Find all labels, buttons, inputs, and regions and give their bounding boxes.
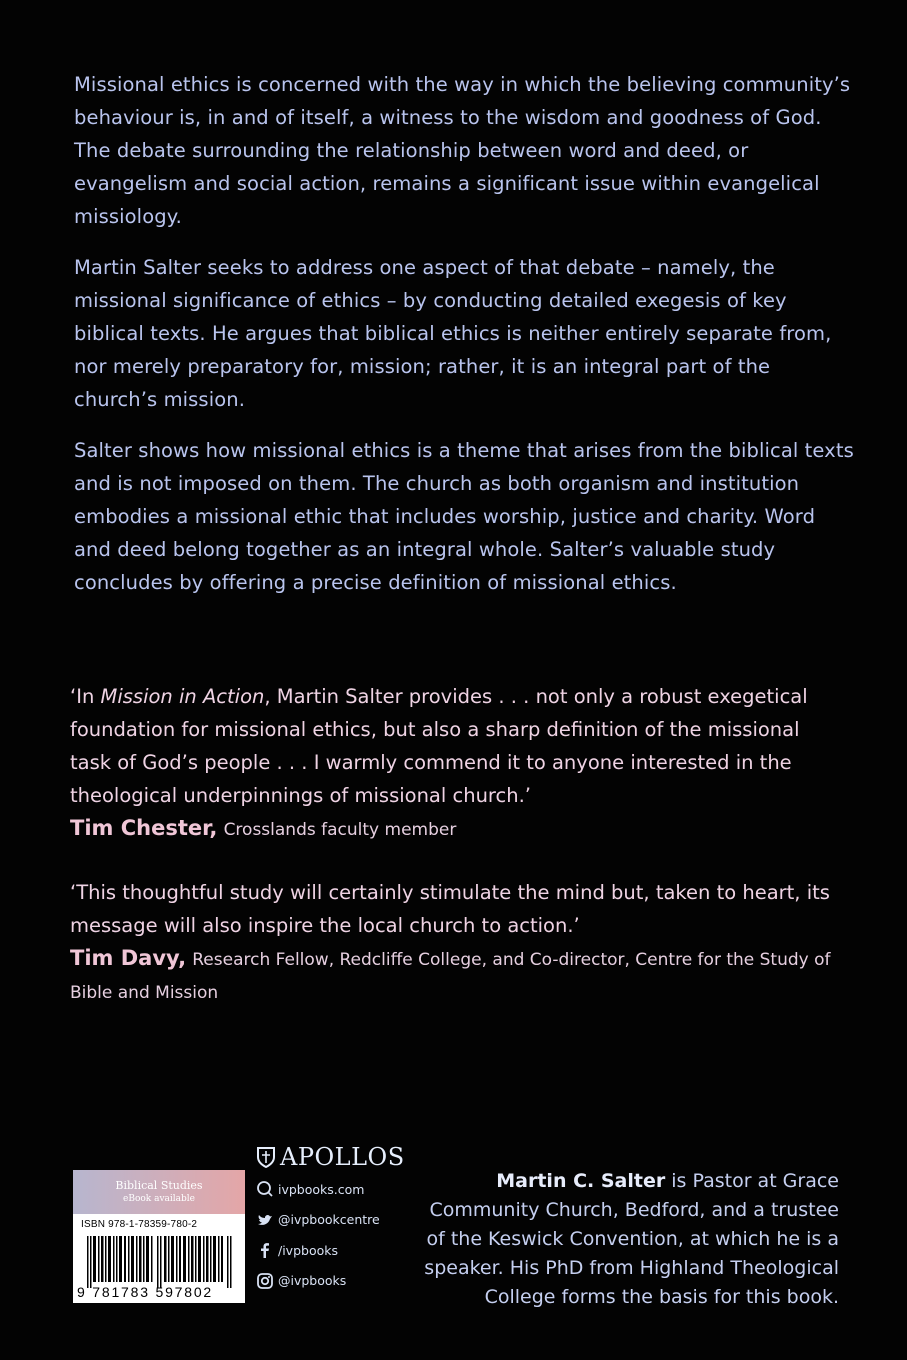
instagram-row[interactable]: [256, 1266, 406, 1297]
instagram-handle[interactable]: @ivpbooks: [278, 1273, 347, 1289]
category-label: Biblical Studies: [115, 1179, 203, 1192]
endorser-role: Crosslands faculty member: [223, 820, 457, 840]
barcode-icon: [87, 1236, 233, 1288]
shield-logo-icon: [256, 1146, 276, 1168]
website-row[interactable]: [256, 1174, 406, 1205]
endorsement-quote: [70, 680, 840, 812]
facebook-icon: [256, 1241, 274, 1259]
isbn-text: ISBN 978-1-78359-780-2: [81, 1219, 198, 1230]
facebook-row[interactable]: [256, 1235, 406, 1266]
author-bio: [410, 1167, 839, 1312]
blurb-paragraph-1: Missional ethics is concerned with the way in which the believing community’s behaviour is, in and of itself, a witness to the wisdom and goodness of God. The debate surrounding the relationship between word and deed, or evangelism and social action, remains a significant issue within evangelical missiology.: [74, 73, 851, 228]
endorsement-quote: ‘This thoughtful study will certainly stimulate the mind but, taken to heart, its message will also inspire the local church to action.’: [70, 881, 830, 937]
website-link[interactable]: ivpbooks.com: [278, 1181, 365, 1197]
instagram-icon: [256, 1272, 274, 1290]
category-band: [73, 1170, 245, 1214]
endorser-name: Tim Chester,: [70, 816, 218, 840]
author-bio-text: is Pastor at Grace Community Church, Bedford, and a trustee of the Keswick Convention, at which he is a speaker. His PhD from Highland Theological College forms the basis for this book.: [424, 1170, 839, 1308]
endorser-line: [70, 942, 840, 1009]
publisher-logo: [256, 1140, 406, 1174]
ebook-label: eBook available: [123, 1194, 195, 1204]
quote-rest: , Martin Salter provides . . . not only a robust exegetical foundation for missional ethics, but also a sharp definition of the missional task of God’s people . . . I warmly commend it to anyone interested in the theological underpinnings of missional church.’: [70, 685, 808, 807]
quote-open: ‘In: [70, 685, 101, 708]
twitter-row[interactable]: [256, 1205, 406, 1236]
endorser-role: Research Fellow, Redcliffe College, and Co-director, Centre for the Study of Bible and Mission: [70, 950, 831, 1003]
barcode-label: [73, 1170, 245, 1303]
facebook-handle[interactable]: /ivpbooks: [278, 1242, 338, 1258]
blurb-paragraph-2: Martin Salter seeks to address one aspect of that debate – namely, the missional significance of ethics – by conducting detailed exegesis of key biblical texts. He argues that biblical ethics is neither entirely separate from, nor merely preparatory for, mission; rather, it is an integral part of the church’s mission.: [74, 256, 832, 411]
search-icon: [256, 1180, 274, 1198]
author-name: Martin C. Salter: [496, 1170, 666, 1192]
twitter-icon: [256, 1211, 274, 1229]
book-title-italic: Mission in Action: [100, 685, 265, 708]
publisher-name: APOLLOS: [280, 1143, 405, 1171]
endorsement-2: [70, 876, 840, 1009]
endorser-line: [70, 812, 840, 846]
publisher-block: [256, 1140, 406, 1296]
endorser-name: Tim Davy,: [70, 946, 187, 970]
twitter-handle[interactable]: @ivpbookcentre: [278, 1212, 380, 1228]
barcode-digits: 9 781783 597802: [77, 1284, 213, 1300]
endorsement-1: [70, 680, 840, 846]
blurb-paragraph-3: Salter shows how missional ethics is a theme that arises from the biblical texts and is not imposed on them. The church as both organism and institution embodies a missional ethic that includes worship, justice and charity. Word and deed belong together as an integral whole. Salter’s valuable study concludes by offering a precise definition of missional ethics.: [74, 439, 854, 594]
book-blurb: [74, 68, 854, 617]
